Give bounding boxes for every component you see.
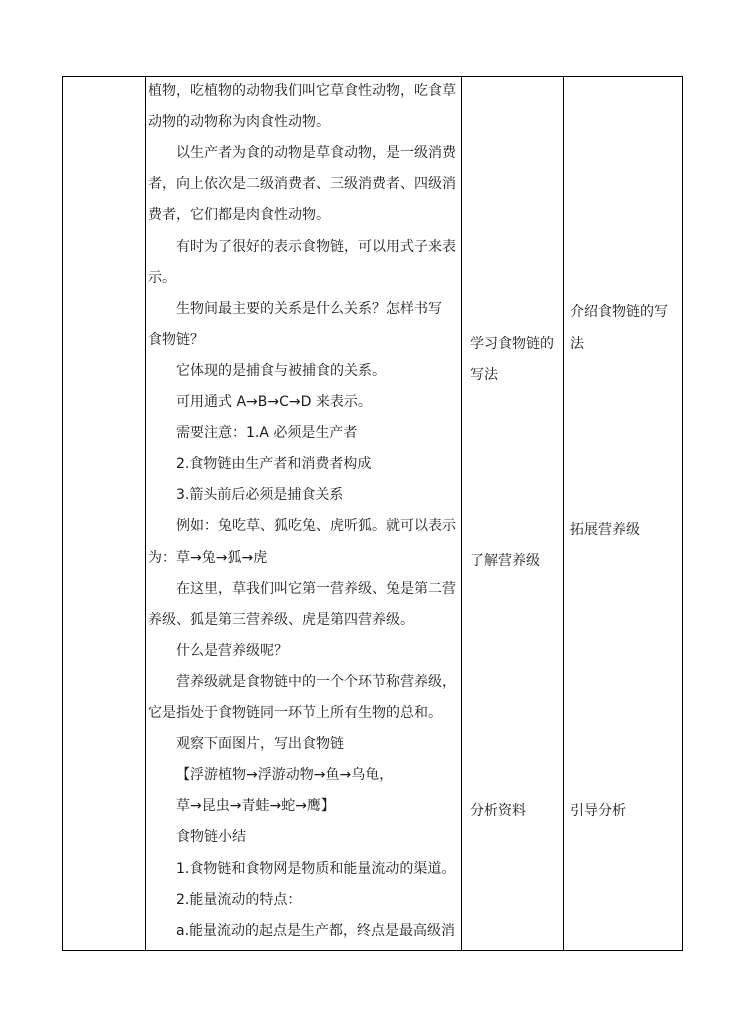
content-line: 费者，它们都是肉食性动物。 — [148, 207, 330, 224]
content-line: 为：草→兔→狐→虎 — [148, 549, 268, 566]
column-divider — [145, 77, 146, 950]
design-intent-text: 法 — [570, 336, 584, 352]
student-activity-text: 学习食物链的 — [470, 336, 554, 352]
content-line: 观察下面图片，写出食物链 — [176, 736, 344, 753]
content-line: 2.能量流动的特点： — [176, 891, 302, 908]
content-line: 有时为了很好的表示食物链，可以用式子来表 — [176, 238, 456, 255]
content-line: 食物链小结 — [176, 829, 246, 846]
content-line: 植物，吃植物的动物我们叫它草食性动物，吃食草 — [148, 83, 456, 99]
content-line: 1.食物链和食物网是物质和能量流动的渠道。 — [176, 860, 456, 877]
content-line: 生物间最主要的关系是什么关系？怎样书写 — [176, 300, 442, 317]
content-line: 养级、狐是第三营养级、虎是第四营养级。 — [148, 611, 414, 628]
content-line: a.能量流动的起点是生产都，终点是最高级消 — [176, 922, 456, 939]
lesson-table — [62, 76, 683, 951]
content-line: 它体现的是捕食与被捕食的关系。 — [176, 362, 386, 379]
design-intent-text: 介绍食物链的写 — [570, 304, 668, 320]
content-line: 2.食物链由生产者和消费者构成 — [176, 456, 372, 473]
content-line: 需要注意：1.A 必须是生产者 — [176, 425, 358, 442]
content-line: 动物的动物称为肉食性动物。 — [148, 114, 330, 131]
content-line: 【浮游植物→浮游动物→鱼→乌龟， — [176, 767, 394, 784]
content-line: 者，向上依次是二级消费者、三级消费者、四级消 — [148, 176, 456, 193]
student-activity-text: 了解营养级 — [470, 553, 540, 569]
design-intent-text: 引导分析 — [570, 803, 626, 819]
column-divider — [563, 77, 564, 950]
content-line: 可用通式 A→B→C→D 来表示。 — [176, 394, 372, 410]
column-divider — [461, 77, 462, 950]
content-line: 草→昆虫→青蛙→蛇→鹰】 — [176, 798, 335, 815]
content-line: 什么是营养级呢？ — [176, 642, 288, 659]
content-line: 例如：兔吃草、狐吃兔、虎听狐。就可以表示 — [176, 518, 456, 535]
design-intent-text: 拓展营养级 — [570, 522, 640, 538]
content-line: 在这里，草我们叫它第一营养级、兔是第二营 — [176, 580, 456, 597]
student-activity-text: 分析资料 — [470, 803, 526, 819]
content-line: 3.箭头前后必须是捕食关系 — [176, 487, 344, 504]
content-line: 以生产者为食的动物是草食动物，是一级消费 — [176, 145, 456, 162]
content-line: 营养级就是食物链中的一个个环节称营养级， — [176, 673, 456, 690]
student-activity-text: 写法 — [470, 367, 498, 383]
content-line: 它是指处于食物链同一环节上所有生物的总和。 — [148, 705, 442, 721]
content-line: 示。 — [148, 269, 176, 286]
content-line: 食物链？ — [148, 331, 204, 348]
